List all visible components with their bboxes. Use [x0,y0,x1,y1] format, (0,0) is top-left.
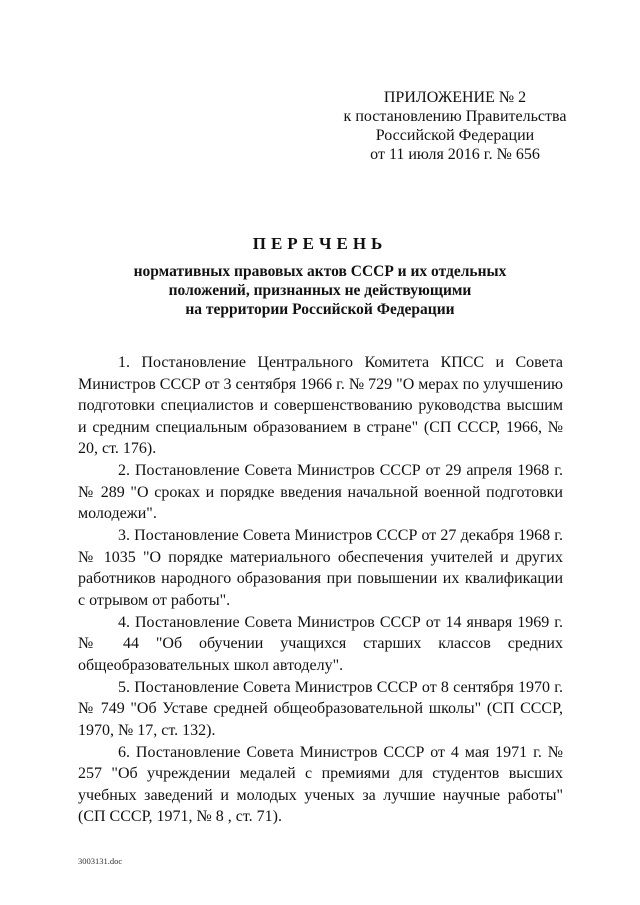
subtitle-line-3: на территории Российской Федерации [185,301,455,318]
list-item: 4. Постановление Совета Министров СССР от 14 января 1969 г. № 44 "Об обучении учащихся старших классов средних общеобразовательных школ автоделу". [78,613,563,674]
list-item: 2. Постановление Совета Министров СССР от 29 апреля 1968 г. № 289 "О сроках и порядке введения начальной военной подготовки молодежи". [78,462,563,522]
appendix-header [330,88,580,164]
list-item: 3. Постановление Совета Министров СССР от 27 декабря 1968 г. № 1035 "О порядке материального обеспечения учителей и других работников народного образования при повышении их квалификации с отрывом от работы". [78,527,563,609]
list-item: 6. Постановление Совета Министров СССР от 4 мая 1971 г. № 257 "Об учреждении медалей с премиями для студентов высших учебных заведений и молодых ученых за лучшие научные работы" (СП СССР, 1971, № 8 , ст. 71). [78,743,563,825]
document-subtitle [0,262,640,319]
document-title: ПЕРЕЧЕНЬ [252,234,388,253]
appendix-date-line: от 11 июля 2016 г. № 656 [370,146,540,163]
appendix-government-line: Российской Федерации [375,127,535,144]
list-item: 5. Постановление Совета Министров СССР от 8 сентября 1970 г. № 749 "Об Уставе средней общеобразовательной школы" (СП СССР, 1970, № 17, ст. 132). [78,678,563,739]
appendix-resolution-line: к постановлению Правительства [343,108,567,125]
acts-list [78,352,563,828]
appendix-number: ПРИЛОЖЕНИЕ № 2 [383,89,527,106]
file-name-footer: 3003131.doc [78,856,123,866]
subtitle-line-2: положений, признанных не действующими [168,282,472,299]
list-item: 1. Постановление Центрального Комитета КПСС и Совета Министров СССР от 3 сентября 1966 г. № 729 "О мерах по улучшению подготовки специалистов и совершенствованию руководства высшим и средним специальным образованием в стране" (СП СССР, 1966, № 20, ст. 176). [78,354,563,457]
subtitle-line-1: нормативных правовых актов СССР и их отдельных [133,263,507,280]
